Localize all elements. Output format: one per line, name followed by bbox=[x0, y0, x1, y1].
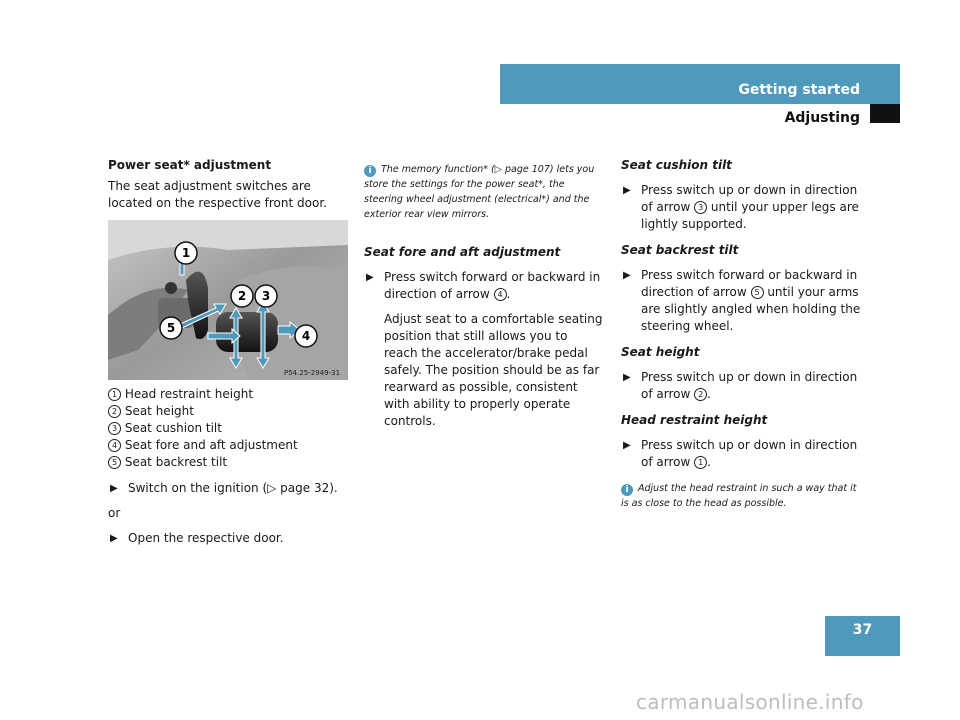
info-icon: i bbox=[621, 484, 633, 496]
power-seat-intro: The seat adjustment switches are located on the respective front door. bbox=[108, 179, 327, 210]
bullet-arrow-icon: ▶ bbox=[623, 270, 631, 281]
subsection-title: Adjusting bbox=[784, 110, 860, 126]
backrest-tilt-heading: Seat backrest tilt bbox=[621, 243, 739, 257]
head-restraint-heading: Head restraint height bbox=[621, 413, 768, 427]
legend-item: 5 Seat backrest tilt bbox=[108, 454, 353, 471]
callout-4: 4 bbox=[301, 329, 311, 343]
image-code: P54.25-2949-31 bbox=[284, 369, 341, 377]
seat-height-heading: Seat height bbox=[621, 345, 700, 359]
callout-3: 3 bbox=[261, 289, 271, 303]
or-text: or bbox=[108, 506, 121, 520]
fore-aft-paragraph: Adjust seat to a comfortable seating position that still allows you to reach the accelerator/brake pedal safely. The position should be as far rearward as possible, consistent with ability to properly operate controls. bbox=[384, 312, 603, 428]
bullet-arrow-icon: ▶ bbox=[366, 272, 374, 283]
bullet-arrow-icon: ▶ bbox=[623, 185, 631, 196]
fore-aft-step: ▶ Press switch forward or backward in direction of arrow 4 . bbox=[366, 270, 601, 301]
column-1 bbox=[108, 157, 353, 212]
column-2 bbox=[364, 162, 604, 430]
header-marker bbox=[870, 104, 900, 123]
seat-height-step: ▶ Press switch up or down in direction of arrow 2 . bbox=[623, 370, 858, 401]
bullet-arrow-icon: ▶ bbox=[110, 533, 118, 544]
legend-item: 4 Seat fore and aft adjustment bbox=[108, 437, 353, 454]
power-seat-heading: Power seat* adjustment bbox=[108, 158, 272, 172]
callout-1: 1 bbox=[181, 246, 191, 260]
backrest-tilt-step: ▶ Press switch forward or backward in direction of arrow 5 until your arms are slightly angled when holding the steering wheel. bbox=[623, 268, 861, 333]
head-restraint-note: i Adjust the head restraint in such a way that it is as close to the head as possible. bbox=[621, 483, 857, 509]
step-ignition: ▶ Switch on the ignition (▷ page 32). bbox=[110, 481, 338, 495]
legend-item: 1 Head restraint height bbox=[108, 386, 353, 403]
legend-item: 2 Seat height bbox=[108, 403, 353, 420]
watermark: carmanualsonline.info bbox=[636, 690, 864, 714]
callout-2: 2 bbox=[237, 289, 247, 303]
memory-note: i The memory function* (▷ page 107) lets you store the settings for the power seat*, the steering wheel adjustment (electrical*) and the exterior rear view mirrors. bbox=[364, 164, 595, 220]
seat-switch-svg bbox=[108, 220, 348, 380]
bullet-arrow-icon: ▶ bbox=[623, 372, 631, 383]
bullet-arrow-icon: ▶ bbox=[110, 483, 118, 494]
seat-switch-illustration bbox=[108, 220, 348, 380]
legend-item: 3 Seat cushion tilt bbox=[108, 420, 353, 437]
page-number: 37 bbox=[852, 622, 873, 638]
cushion-tilt-heading: Seat cushion tilt bbox=[621, 158, 732, 172]
section-title: Getting started bbox=[738, 82, 860, 98]
fore-aft-heading: Seat fore and aft adjustment bbox=[364, 245, 561, 259]
column-3 bbox=[621, 157, 866, 511]
bullet-arrow-icon: ▶ bbox=[623, 440, 631, 451]
head-restraint-step: ▶ Press switch up or down in direction of arrow 1 . bbox=[623, 438, 858, 469]
legend-list bbox=[108, 386, 353, 547]
callout-5: 5 bbox=[166, 321, 176, 335]
step-open-door: ▶ Open the respective door. bbox=[110, 531, 284, 545]
info-icon: i bbox=[364, 165, 376, 177]
cushion-tilt-step: ▶ Press switch up or down in direction of arrow 3 until your upper legs are lightly supported. bbox=[623, 183, 859, 231]
